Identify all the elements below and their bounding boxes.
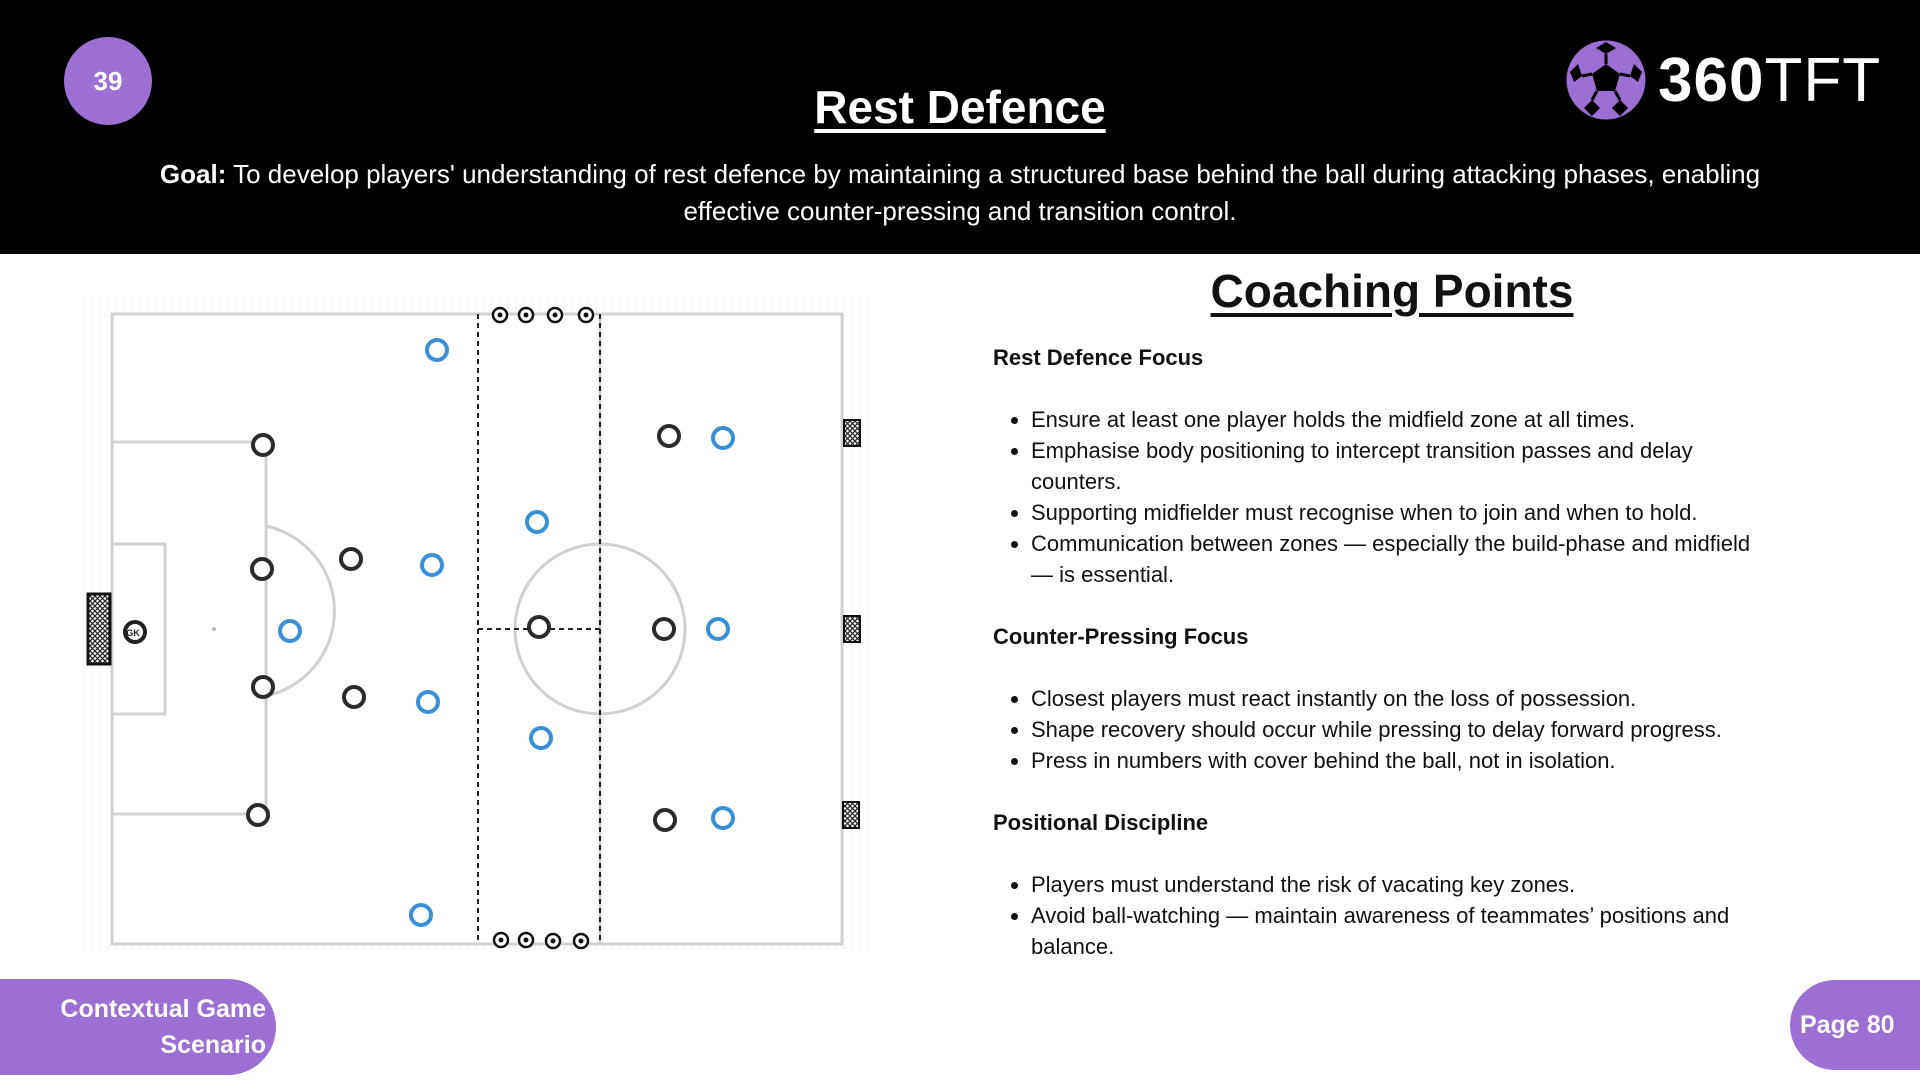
- bullet-item: • Players must understand the risk of vacating key zones.: [1031, 869, 1773, 900]
- bullet-list: [993, 404, 1773, 590]
- brand-wordmark: [1658, 45, 1881, 116]
- blue-player: [422, 555, 442, 575]
- brand-logo: [1562, 36, 1881, 124]
- section-counter-pressing: [993, 621, 1773, 776]
- bullet-item: • Ensure at least one player holds the midfield zone at all times.: [1031, 404, 1773, 435]
- bullet-item: • Communication between zones — especially the build-phase and midfield — is essential.: [1031, 528, 1773, 590]
- bullet-item: • Emphasise body positioning to intercept transition passes and delay counters.: [1031, 435, 1773, 497]
- pitch-diagram: [80, 296, 870, 950]
- ball-icon: [493, 308, 507, 322]
- ball-icon: [519, 308, 533, 322]
- goalkeeper: [125, 622, 145, 642]
- mini-goal-top: [844, 420, 860, 446]
- black-player: [341, 549, 361, 569]
- goal-label: Goal:: [159, 159, 227, 189]
- black-player: [655, 810, 675, 830]
- page-number-tab: Page 80: [1790, 980, 1920, 1070]
- blue-player: [527, 512, 547, 532]
- section-positional-discipline: [993, 807, 1773, 962]
- section-heading: Counter-Pressing Focus: [993, 624, 1249, 649]
- bullet-item: • Closest players must react instantly on the loss of possession.: [1031, 683, 1773, 714]
- blue-player: [280, 621, 300, 641]
- ball-icon: [546, 934, 560, 948]
- black-player: [659, 426, 679, 446]
- bullet-item: • Supporting midfielder must recognise when to join and when to hold.: [1031, 497, 1773, 528]
- page-title: Rest Defence: [814, 81, 1106, 133]
- ball-icon: [579, 308, 593, 322]
- goal-text: [120, 156, 1800, 230]
- black-player: [529, 617, 549, 637]
- bullet-list: [993, 683, 1773, 776]
- penalty-spot: [212, 627, 216, 631]
- main-goal: [88, 594, 110, 664]
- goal-description: To develop players' understanding of rest defence by maintaining a structured base behind the ball during attacking phases, enabling effective counter-pressing and transition control.: [226, 159, 1761, 226]
- black-player: [253, 435, 273, 455]
- section-heading: Rest Defence Focus: [993, 345, 1204, 370]
- brand-wordmark-strong: 360: [1658, 45, 1765, 115]
- ball-icon: [494, 933, 508, 947]
- bullet-item: • Press in numbers with cover behind the ball, not in isolation.: [1031, 745, 1773, 776]
- bullet-item: • Shape recovery should occur while pressing to delay forward progress.: [1031, 714, 1773, 745]
- coaching-points-title: Coaching Points: [1210, 265, 1574, 317]
- brand-wordmark-light: TFT: [1764, 45, 1882, 115]
- header-bar: [0, 0, 1920, 254]
- category-tab: [0, 979, 276, 1075]
- mini-goal-middle: [844, 616, 860, 642]
- black-player: [252, 559, 272, 579]
- coaching-points-body: [993, 342, 1773, 993]
- blue-player: [411, 905, 431, 925]
- category-line-1: Contextual Game: [60, 995, 266, 1023]
- mini-goal-bottom: [843, 802, 859, 828]
- section-heading: Positional Discipline: [993, 810, 1209, 835]
- blue-player: [418, 692, 438, 712]
- black-player: [344, 687, 364, 707]
- ball-icon: [574, 934, 588, 948]
- bullet-item: • Avoid ball-watching — maintain awareness of teammates’ positions and balance.: [1031, 900, 1773, 962]
- black-player: [253, 677, 273, 697]
- black-player: [248, 805, 268, 825]
- ball-icon: [548, 308, 562, 322]
- section-rest-defence: [993, 342, 1773, 590]
- soccer-ball-icon: [1562, 36, 1650, 124]
- blue-player: [427, 340, 447, 360]
- blue-player: [713, 808, 733, 828]
- blue-player: [713, 428, 733, 448]
- goalkeeper-label: GK: [126, 628, 140, 638]
- ball-icon: [519, 933, 533, 947]
- bullet-list: [993, 869, 1773, 962]
- black-player: [654, 619, 674, 639]
- slide-number-badge: 39: [64, 37, 152, 125]
- blue-player: [531, 728, 551, 748]
- category-line-2: Scenario: [160, 1031, 266, 1059]
- blue-player: [708, 619, 728, 639]
